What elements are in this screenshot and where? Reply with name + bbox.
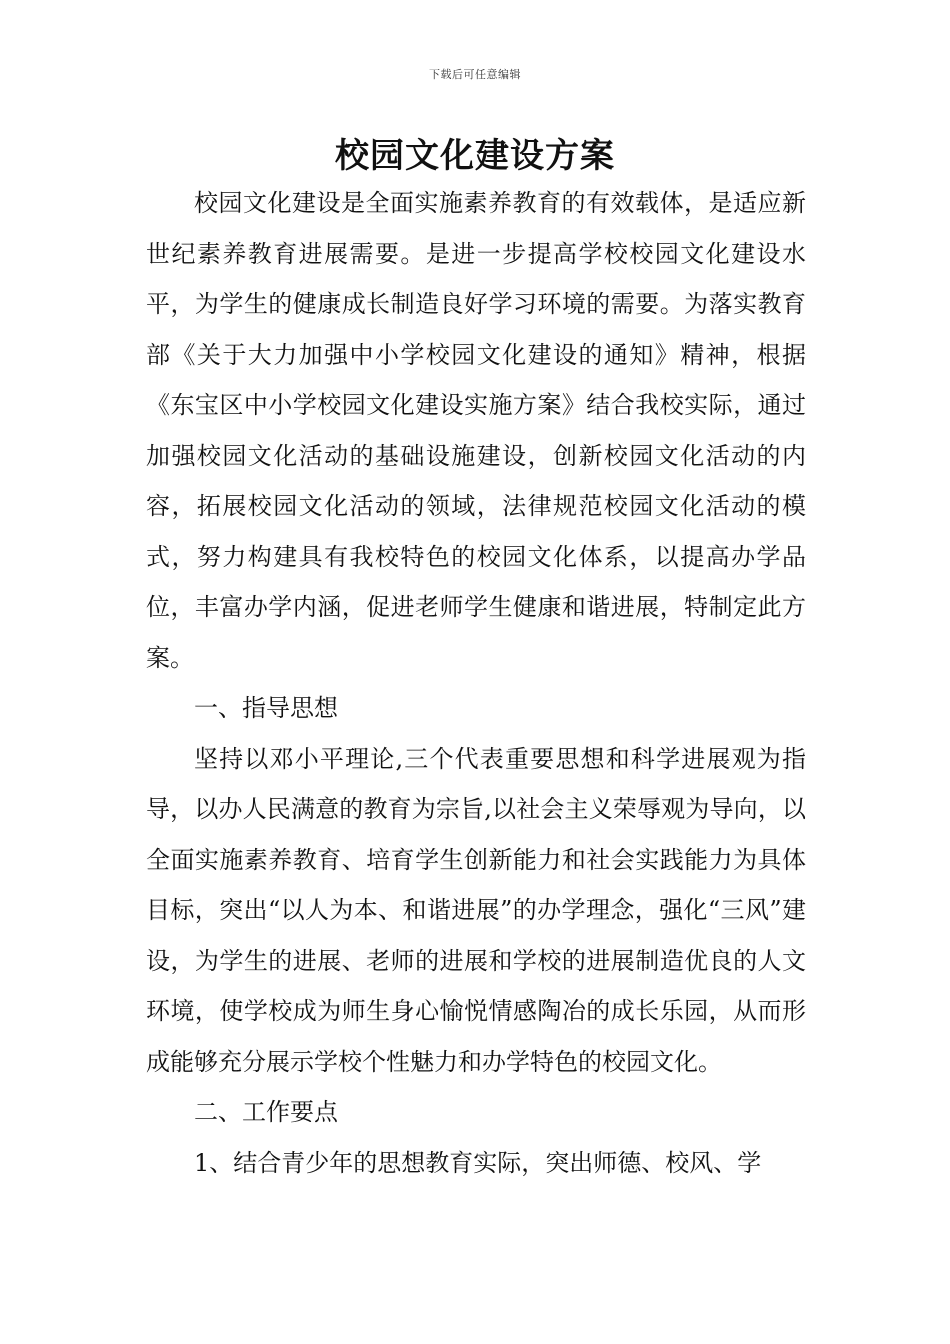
intro-paragraph: 校园文化建设是全面实施素养教育的有效载体，是适应新世纪素养教育进展需要。是进一步提高学校校园文化建设水平，为学生的健康成长制造良好学习环境的需要。为落实教育部《关于大力加强中小学校园文化建设的通知》精神，根据《东宝区中小学校园文化建设实施方案》结合我校实际，通过加强校园文化活动的基础设施建设，创新校园文化活动的内容，拓展校园文化活动的领域，法律规范校园文化活动的模式，努力构建具有我校特色的校园文化体系，以提高办学品位，丰富办学内涵，促进老师学生健康和谐进展，特制定此方案。 (146, 189, 806, 672)
document-body (146, 178, 806, 1188)
header-note: 下载后可任意编辑 (429, 68, 521, 81)
section-heading-guiding-ideology: 一、指导思想 (194, 694, 338, 722)
document-title: 校园文化建设方案 (335, 136, 615, 176)
section-heading-work-points: 二、工作要点 (194, 1098, 338, 1126)
guiding-ideology-paragraph: 坚持以邓小平理论,三个代表重要思想和科学进展观为指导，以办人民满意的教育为宗旨,以社会主义荣辱观为导向，以全面实施素养教育、培育学生创新能力和社会实践能力为具体目标，突出“以人为本、和谐进展”的办学理念，强化“三风”建设，为学生的进展、老师的进展和学校的进展制造优良的人文环境，使学校成为师生身心愉悦情感陶冶的成长乐园，从而形成能够充分展示学校个性魅力和办学特色的校园文化。 (146, 744, 806, 1076)
work-point-1-paragraph: 1、结合青少年的思想教育实际，突出师德、校风、学 (194, 1148, 762, 1177)
